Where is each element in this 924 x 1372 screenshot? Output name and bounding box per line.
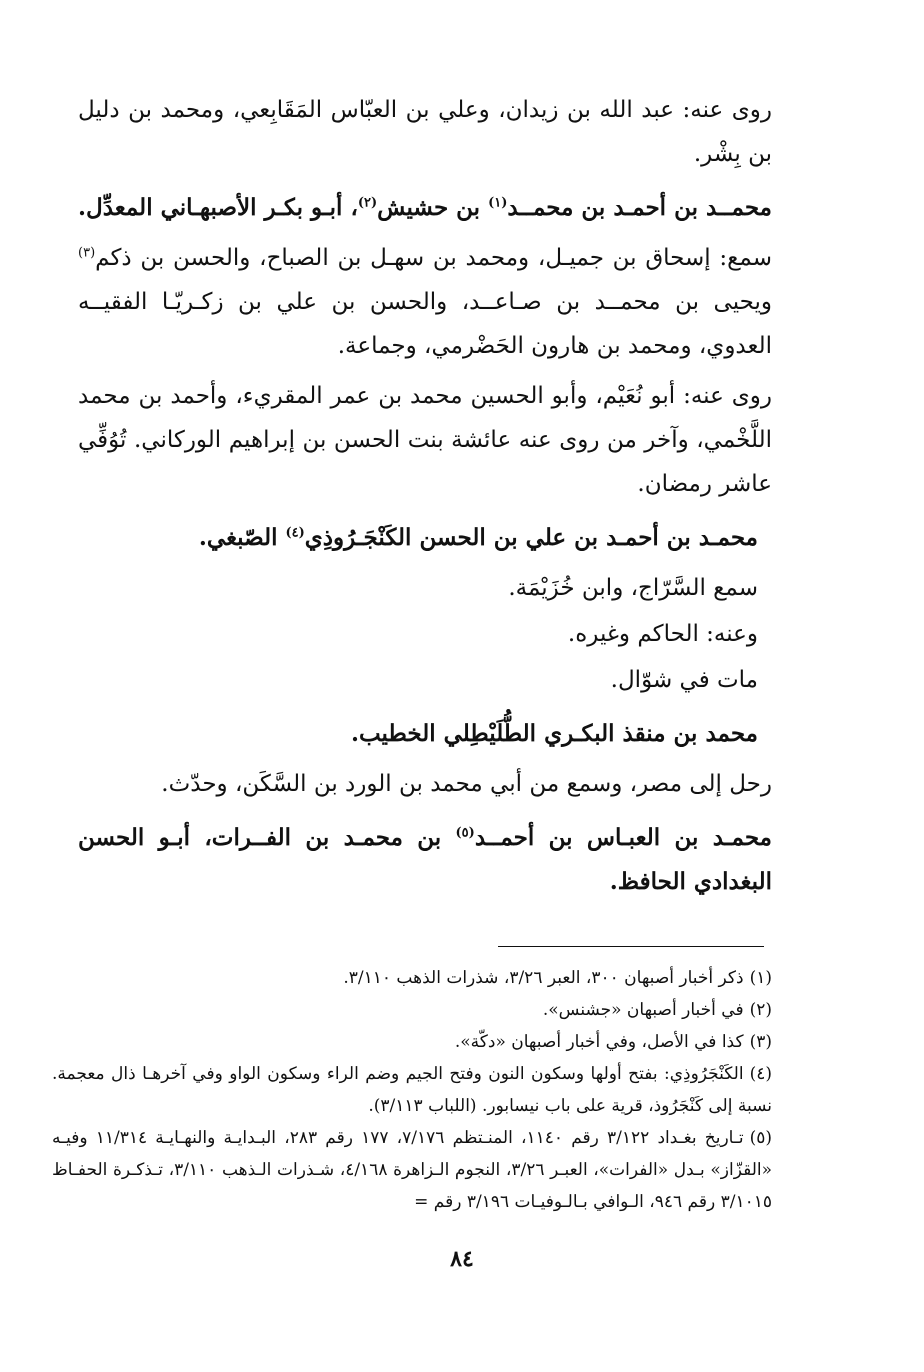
footnote-marker[interactable]: (٣): [78, 245, 96, 261]
teachers-text: سمع: إسحاق بن جميـل، ومحمد بن سهـل بن الصباح، والحسن بن ذكم: [95, 245, 772, 271]
biography-heading-tulaytuli: [78, 712, 772, 756]
students-text: روى عنه: أبو نُعَيْم، وأبو الحسين محمد بن عمر المقريء، وأحمد بن محمد اللَّخْمي، وآخر من روى عنه عائشة بنت الحسن بن إبراهيم الوركاني. تُوُفِّي عاشر رمضان.: [78, 383, 772, 497]
footnote-text: الكَنْجَرُوذِي: بفتح أولها وسكون النون وفتح الجيم وضم الراء وسكون الواو وفي آخرهـا ذال معجمة. نسبة إلى كَنْجَرُوذ، قرية على باب نيسابور. (اللباب ٣/١١٣).: [52, 1064, 772, 1116]
footnote-marker[interactable]: (٤): [285, 525, 305, 541]
heading-text: الصّبغي.: [198, 524, 286, 551]
footnote-1: [52, 962, 772, 994]
footnotes-section: [52, 962, 772, 1218]
narrators-paragraph: [78, 88, 772, 176]
body-text: مات في شوّال.: [610, 667, 758, 693]
heading-text: محمد بن منقذ البكـري الطُّلَيْطِلي الخطيب.: [350, 720, 758, 747]
heading-text: محمـد بن العبـاس بن أحمــد: [474, 824, 772, 851]
biography-heading-ibn-hashish: [78, 186, 772, 230]
footnote-separator: [498, 946, 764, 947]
narrated-by-line: [78, 612, 772, 656]
body-text: رحل إلى مصر، وسمع من أبي محمد بن الورد بن السَّكَن، وحدّث.: [161, 771, 772, 797]
travel-line: [78, 762, 772, 806]
footnote-number: (١): [749, 968, 772, 988]
heading-text: بن محمـد بن الفــرات، أبـو الحسن البغدادي الحافظ.: [78, 824, 772, 895]
heading-text: محمـد بن أحمـد بن علي بن الحسن الكَنْجَـرُوذِي: [304, 524, 758, 551]
footnote-marker[interactable]: (١): [488, 195, 508, 211]
heading-text: محمــد بن أحمـد بن محمــد: [507, 194, 772, 221]
teachers-paragraph: [78, 236, 772, 368]
footnote-number: (٥): [749, 1128, 772, 1148]
footnote-marker[interactable]: (٥): [455, 825, 475, 841]
footnote-number: (٢): [749, 1000, 772, 1020]
body-text: سمع السَّرّاج، وابن خُزَيْمَة.: [508, 575, 758, 601]
heading-text: ، أبـو بكـر الأصبهـاني المعدِّل.: [78, 194, 358, 221]
students-paragraph: [78, 374, 772, 506]
footnote-text: كذا في الأصل، وفي أخبار أصبهان «دكّة».: [454, 1032, 744, 1052]
footnote-number: (٣): [749, 1032, 772, 1052]
death-line: [78, 658, 772, 702]
footnote-5: [52, 1122, 772, 1218]
heard-from-line: [78, 566, 772, 610]
footnote-3: [52, 1026, 772, 1058]
footnote-text: ذكر أخبار أصبهان ٣٠٠، العبر ٣/٢٦، شذرات الذهب ٣/١١٠.: [343, 968, 744, 988]
biography-heading-ibn-al-furat: [78, 816, 772, 904]
heading-text: بن حشيش: [377, 194, 489, 221]
footnote-text: في أخبار أصبهان «جشنس».: [542, 1000, 744, 1020]
teachers-text: ويحيى بن محمــد بن صـاعــد، والحسن بن علي بن زكـريّـا الفقيــه العدوي، ومحمد بن هارون الحَضْرمي، وجماعة.: [78, 289, 772, 359]
footnote-number: (٤): [749, 1064, 772, 1084]
footnote-4: [52, 1058, 772, 1122]
narrators-text: روى عنه: عبد الله بن زيدان، وعلي بن العبّاس المَقَابِعي، ومحمد بن دليل بن بِشْر.: [78, 97, 772, 167]
body-text: وعنه: الحاكم وغيره.: [567, 621, 758, 647]
footnote-2: [52, 994, 772, 1026]
footnote-marker[interactable]: (٢): [357, 195, 378, 211]
biography-heading-kanjarudhi: [78, 516, 772, 560]
footnote-text: تـاريخ بغـداد ٣/١٢٢ رقم ١١٤٠، المنـتظم ٧/١٧٦، ١٧٧ رقم ٢٨٣، البـدايـة والنهـايـة ١١/٣١٤ وفيـه «القزّاز» بـدل «الفرات»، العبـر ٣/٢٦، النجوم الـزاهرة ٤/١٦٨، شـذرات الـذهب ٣/١١٠، تـذكـرة الحفـاظ ٣/١٠١٥ رقم ٩٤٦، الـوافي بـالـوفيـات ٣/١٩٦ رقم =: [52, 1128, 773, 1212]
page-number: ٨٤: [450, 1246, 474, 1272]
